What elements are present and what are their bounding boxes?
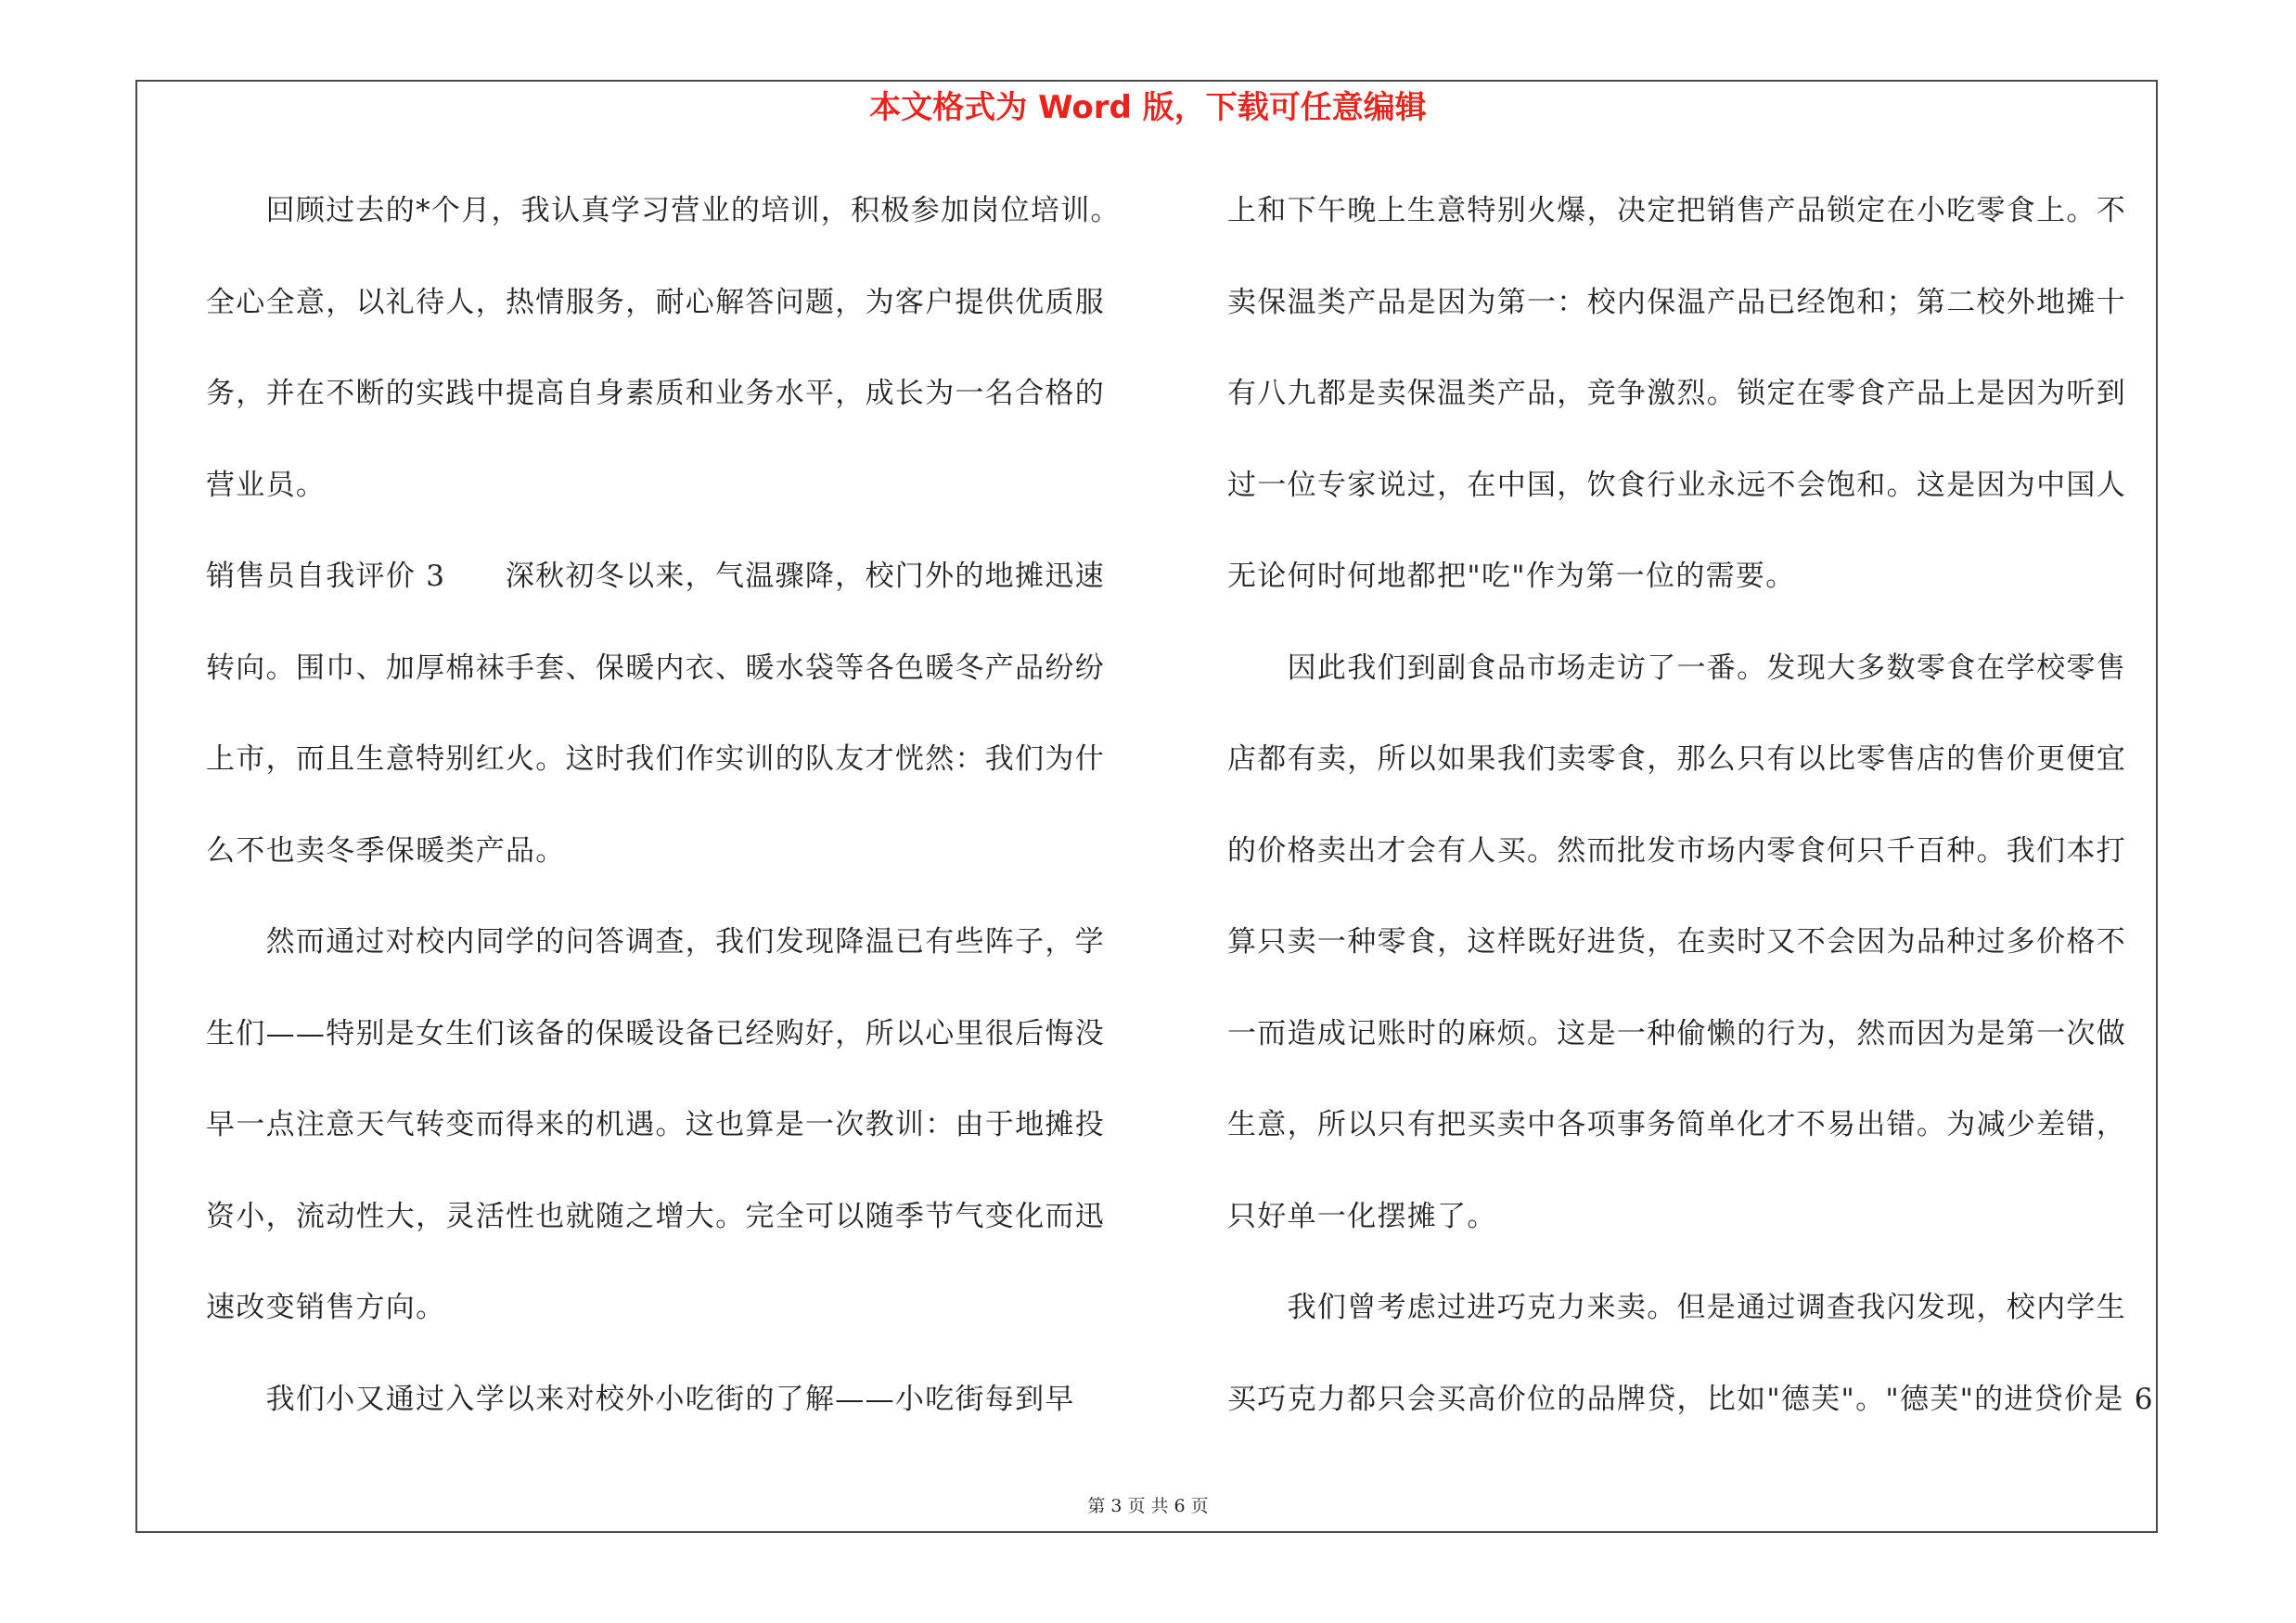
text-line: 卖保温类产品是因为第一：校内保温产品已经饱和；第二校外地摊十 bbox=[1227, 285, 2126, 319]
text-line: 我们曾考虑过进巧克力来卖。但是通过调查我闪发现，校内学生 bbox=[1227, 1291, 2126, 1324]
text-line: 营业员。 bbox=[206, 468, 327, 502]
text-line: 有八九都是卖保温类产品，竞争激烈。锁定在零食产品上是因为听到 bbox=[1227, 377, 2126, 410]
text-line: 无论何时何地都把"吃"作为第一位的需要。 bbox=[1227, 560, 1796, 593]
text-line: 因此我们到副食品市场走访了一番。发现大多数零食在学校零售 bbox=[1227, 650, 2126, 685]
text-line: 一而造成记账时的麻烦。这是一种偷懒的行为，然而因为是第一次做 bbox=[1227, 1016, 2126, 1050]
text-line: 的价格卖出才会有人买。然而批发市场内零食何只千百种。我们本打 bbox=[1227, 833, 2126, 868]
text-line: 回顾过去的*个月，我认真学习营业的培训，积极参加岗位培训。 bbox=[206, 194, 1121, 227]
text-line: 销售员自我评价 3 深秋初冬以来，气温骤降，校门外的地摊迅速 bbox=[206, 560, 1105, 593]
text-line: 生意，所以只有把买卖中各项事务简单化才不易出错。为减少差错， bbox=[1227, 1108, 2126, 1141]
text-line: 早一点注意天气转变而得来的机遇。这也算是一次教训：由于地摊投 bbox=[206, 1108, 1105, 1141]
text-line: 资小，流动性大，灵活性也就随之增大。完全可以随季节气变化而迅 bbox=[206, 1199, 1105, 1233]
word-format-banner: 本文格式为 Word 版，下载可任意编辑 bbox=[869, 89, 1427, 126]
text-line: 只好单一化摆摊了。 bbox=[1227, 1199, 1497, 1233]
right-text-column bbox=[1227, 183, 2155, 1462]
text-line: 算只卖一种零食，这样既好进货，在卖时又不会因为品种过多价格不 bbox=[1227, 925, 2126, 959]
text-line: 转向。围巾、加厚棉袜手套、保暖内衣、暖水袋等各色暖冬产品纷纷 bbox=[206, 650, 1105, 685]
text-line: 上和下午晚上生意特别火爆，决定把销售产品锁定在小吃零食上。不 bbox=[1227, 194, 2126, 227]
text-line: 我们小又通过入学以来对校外小吃街的了解——小吃街每到早 bbox=[206, 1382, 1075, 1416]
text-line: 速改变销售方向。 bbox=[206, 1291, 446, 1324]
text-line: 全心全意，以礼待人，热情服务，耐心解答问题，为客户提供优质服 bbox=[206, 285, 1105, 319]
text-line: 么不也卖冬季保暖类产品。 bbox=[206, 833, 566, 868]
left-text-column bbox=[206, 183, 1134, 1462]
text-line: 店都有卖，所以如果我们卖零食，那么只有以比零售店的售价更便宜 bbox=[1227, 742, 2126, 776]
text-line: 上市，而且生意特别红火。这时我们作实训的队友才恍然：我们为什 bbox=[206, 742, 1105, 776]
text-line: 买巧克力都只会买高价位的品牌贷，比如"德芙"。"德芙"的进贷价是 6 bbox=[1227, 1382, 2154, 1416]
text-line: 然而通过对校内同学的问答调查，我们发现降温已有些阵子，学 bbox=[206, 925, 1105, 959]
text-line: 务，并在不断的实践中提高自身素质和业务水平，成长为一名合格的 bbox=[206, 377, 1105, 410]
page-number-footer: 第 3 页 共 6 页 bbox=[1087, 1496, 1209, 1516]
text-line: 生们——特别是女生们该备的保暖设备已经购好，所以心里很后悔没 bbox=[206, 1016, 1105, 1050]
text-line: 过一位专家说过，在中国，饮食行业永远不会饱和。这是因为中国人 bbox=[1227, 468, 2126, 502]
